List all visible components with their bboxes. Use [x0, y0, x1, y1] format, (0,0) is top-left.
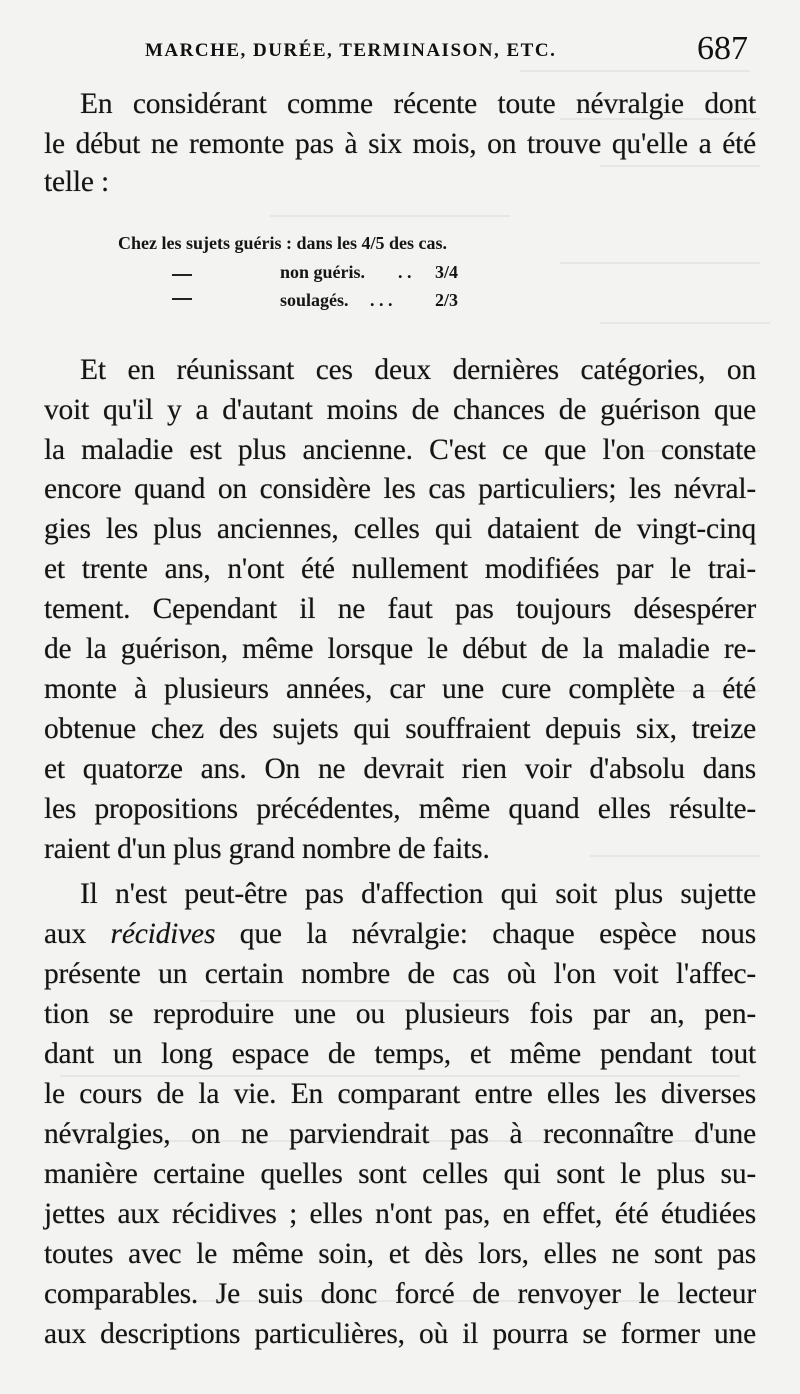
paragraph2-line: voit qu'il y a d'autant moins de chances de guérison que [44, 394, 756, 426]
stat-row-3-value: 2/3 [435, 290, 459, 310]
page-header [0, 30, 800, 90]
paragraph3-line: jettes aux récidives ; elles n'ont pas, en effet, été étudiées [44, 1198, 756, 1230]
paragraph2-line: raient d'un plus grand nombre de faits. [44, 833, 490, 865]
paragraph1-line1: En considérant comme récente toute névralgie dont [80, 88, 756, 120]
paragraph2-line: obtenue chez des sujets qui souffraient depuis six, treize [44, 713, 756, 745]
paragraph2-line: les propositions précédentes, même quand elles résulte- [44, 793, 756, 825]
paragraph2-line: monte à plusieurs années, car une cure complète a été [44, 673, 756, 705]
paragraph3-line: tion se reproduire une ou plusieurs fois par an, pen- [44, 998, 756, 1030]
stat-row-3-label: soulagés. [280, 290, 349, 310]
stat-row-2-value: 3/4 [435, 262, 459, 282]
paragraph2-line: et quatorze ans. On ne devrait rien voir d'absolu dans [44, 753, 756, 785]
paragraph3-line2-before: aux [44, 918, 111, 950]
paragraph2-line: Et en réunissant ces deux dernières catégories, on [80, 354, 756, 386]
stat-row-2-label: non guéris. [280, 262, 366, 282]
paragraph3-line: comparables. Je suis donc forcé de renvoyer le lecteur [44, 1278, 756, 1310]
paragraph3-line: manière certaine quelles sont celles qui sont le plus su- [44, 1158, 756, 1190]
paragraph2-line: la maladie est plus ancienne. C'est ce que l'on constate [44, 434, 756, 466]
ditto-dash-2 [172, 298, 192, 300]
paragraph3-line: dant un long espace de temps, et même pendant tout [44, 1038, 756, 1070]
paragraph2-line: et trente ans, n'ont été nullement modifiées par le trai- [44, 553, 756, 585]
stat-row-3-dots: . . . [370, 290, 393, 310]
paragraph1-line3: telle : [44, 166, 109, 198]
paragraph3-line2 [44, 914, 756, 954]
paragraph3-line: toutes avec le même soin, et dès lors, elles ne sont pas [44, 1238, 756, 1270]
ditto-dash-1 [172, 274, 192, 276]
stat-row-2-dots: . . [398, 262, 412, 282]
page-number: 687 [697, 30, 748, 67]
paragraph3-line: aux descriptions particulières, où il pourra se former une [44, 1318, 756, 1350]
running-head: MARCHE, DURÉE, TERMINAISON, ETC. [145, 40, 557, 61]
paragraph2-line: encore quand on considère les cas particuliers; les névral- [44, 473, 756, 505]
paragraph3-line: le cours de la vie. En comparant entre elles les diverses [44, 1078, 756, 1110]
paragraph3-line: présente un certain nombre de cas où l'on voit l'affec- [44, 958, 756, 990]
paragraph3-line: névralgies, on ne parviendrait pas à reconnaître d'une [44, 1118, 756, 1150]
stat-row-1: Chez les sujets guéris : dans les 4/5 des cas. [118, 233, 447, 253]
paragraph2-line: gies les plus anciennes, celles qui dataient de vingt-cinq [44, 513, 756, 545]
paragraph3-line2-after: que la névralgie: chaque espèce nous [215, 918, 756, 950]
paragraph2-line: tement. Cependant il ne faut pas toujours désespérer [44, 593, 756, 625]
paragraph3-line1: Il n'est peut-être pas d'affection qui soit plus sujette [80, 878, 756, 910]
paragraph1-line2: le début ne remonte pas à six mois, on trouve qu'elle a été [44, 128, 756, 160]
paragraph2-line: de la guérison, même lorsque le début de la maladie re- [44, 633, 756, 665]
italic-term: récidives [110, 918, 216, 950]
